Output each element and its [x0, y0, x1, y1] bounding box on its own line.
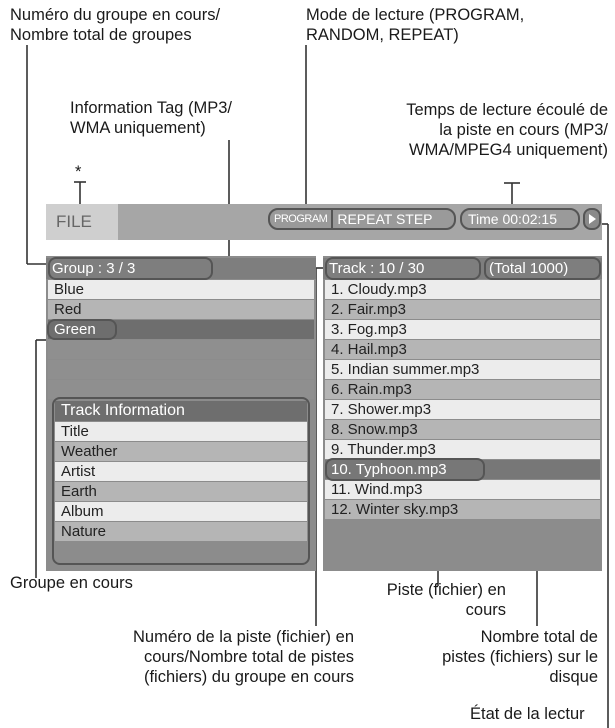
- track-item[interactable]: 2. Fair.mp3: [325, 300, 600, 319]
- file-label: FILE: [46, 204, 118, 240]
- playback-state-indicator: [583, 208, 601, 230]
- track-item-current[interactable]: 10. Typhoon.mp3: [325, 460, 600, 479]
- group-empty-row: [48, 360, 314, 379]
- current-group-box: [47, 319, 117, 340]
- track-item[interactable]: 7. Shower.mp3: [325, 400, 600, 419]
- annotation-asterisk: *: [75, 163, 82, 181]
- track-info-item: Weather: [55, 442, 307, 461]
- annotation-current-track: Piste (fichier) en cours: [386, 581, 506, 619]
- annotation-play-mode: Mode de lecture (PROGRAM, RANDOM, REPEAT): [306, 6, 525, 44]
- play-mode-indicator: [268, 208, 456, 230]
- track-item[interactable]: 4. Hail.mp3: [325, 340, 600, 359]
- track-item[interactable]: 9. Thunder.mp3: [325, 440, 600, 459]
- annotation-track-number: Numéro de la piste (fichier) en cours/Nombre total de pistes (fichiers) du groupe en cours: [132, 628, 354, 686]
- program-label: PROGRAM: [274, 213, 328, 225]
- track-item[interactable]: 11. Wind.mp3: [325, 480, 600, 499]
- track-item[interactable]: 8. Snow.mp3: [325, 420, 600, 439]
- track-info-item: Album: [55, 502, 307, 521]
- track-info-box: [52, 397, 310, 565]
- group-item[interactable]: Blue: [48, 280, 314, 299]
- elapsed-time-indicator: [460, 208, 580, 230]
- group-header: Group : 3 / 3: [46, 258, 316, 279]
- track-item[interactable]: 6. Rain.mp3: [325, 380, 600, 399]
- track-header: Track : 10 / 30: [323, 258, 483, 279]
- track-info-item: Title: [55, 422, 307, 441]
- group-empty-row: [48, 340, 314, 359]
- annotation-group-number: Numéro du groupe en cours/ Nombre total de groupes: [10, 6, 221, 44]
- track-info-item: Artist: [55, 462, 307, 481]
- annotation-total-tracks: Nombre total de pistes (fichiers) sur le disque: [442, 628, 598, 686]
- track-item[interactable]: 1. Cloudy.mp3: [325, 280, 600, 299]
- track-item[interactable]: 12. Winter sky.mp3: [325, 500, 600, 519]
- elapsed-time-label: Time 00:02:15: [468, 211, 557, 227]
- annotation-elapsed-time: Temps de lecture écoulé de la piste en cours (MP3/ WMA/MPEG4 uniquement): [406, 101, 608, 159]
- current-track-box: [325, 458, 485, 481]
- total-header: (Total 1000): [483, 258, 602, 279]
- annotation-current-group: Groupe en cours: [10, 574, 133, 592]
- annotation-info-tag: Information Tag (MP3/ WMA uniquement): [70, 99, 233, 137]
- track-info-item: Nature: [55, 522, 307, 541]
- annotation-playback-state: État de la lectur: [470, 705, 585, 723]
- group-item-current[interactable]: Green: [48, 320, 314, 339]
- play-icon: [585, 210, 599, 228]
- group-number-box: [48, 257, 213, 280]
- track-item[interactable]: 5. Indian summer.mp3: [325, 360, 600, 379]
- total-tracks-box: [484, 257, 601, 280]
- track-info-header: Track Information: [55, 401, 307, 421]
- track-item[interactable]: 3. Fog.mp3: [325, 320, 600, 339]
- track-number-box: [325, 257, 481, 280]
- repeat-step-label: REPEAT STEP: [337, 211, 433, 227]
- group-item[interactable]: Red: [48, 300, 314, 319]
- track-info-item: Earth: [55, 482, 307, 501]
